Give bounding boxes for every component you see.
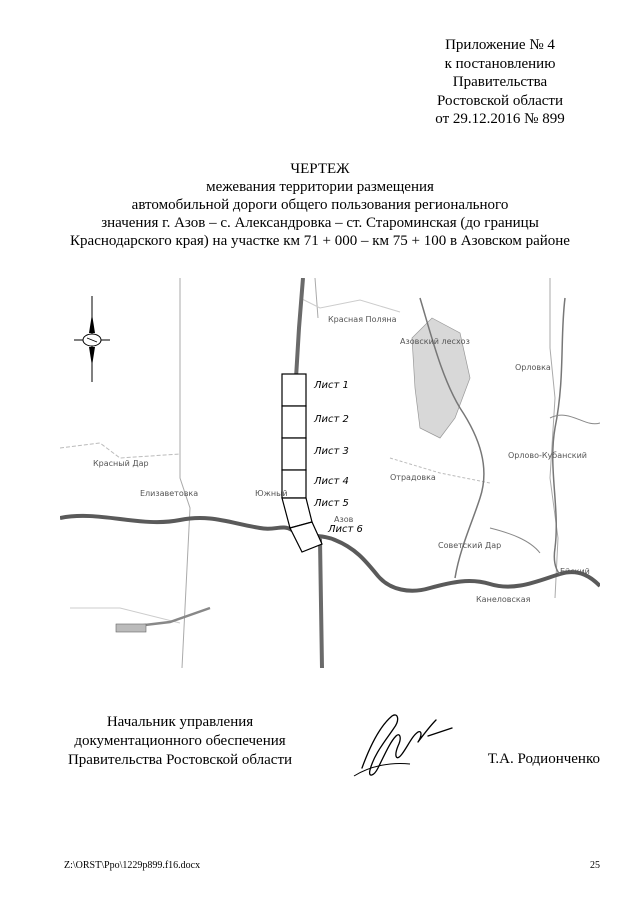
title-line: значения г. Азов – с. Александровка – ст. Староминская (до границы (101, 215, 539, 231)
north-arrow-icon (74, 296, 110, 382)
sheet-label: Лист 6 (328, 524, 363, 535)
appendix-line: к постановлению (444, 55, 556, 72)
position-line: Начальник управления (106, 714, 254, 730)
place-label: Красный Дар (93, 459, 149, 468)
sheet-label: Лист 3 (314, 446, 349, 457)
road-sign-label: Азов (334, 515, 354, 524)
forest-area (412, 318, 470, 438)
place-label: Азовский лесхоз (400, 337, 470, 346)
sheet-label: Лист 4 (314, 476, 349, 487)
document-title (60, 160, 580, 250)
title-line: межевания территории размещения (206, 179, 434, 195)
title-line: Краснодарского края) на участке км 71 + 000 – км 75 + 100 в Азовском районе (70, 233, 570, 249)
place-label: Орловка (515, 363, 551, 372)
river-branch (553, 298, 565, 574)
handwritten-signature (340, 706, 460, 786)
title-heading: ЧЕРТЕЖ (290, 161, 350, 177)
page-number: 25 (590, 860, 600, 871)
location-map (60, 278, 600, 668)
place-label: Елизаветовка (140, 489, 199, 498)
place-label: Канеловская (476, 595, 531, 604)
sheet-label: Лист 2 (314, 414, 349, 425)
appendix-line: Приложение № 4 (445, 37, 555, 53)
appendix-line: Ростовской области (437, 92, 563, 109)
sheet-frames (282, 374, 322, 552)
position-line: документационного обеспечения (74, 733, 286, 749)
sheet-label: Лист 5 (314, 498, 349, 509)
place-label: Орлово-Кубанский (508, 451, 587, 460)
map-drawing (60, 278, 600, 668)
place-label: Красная Поляна (328, 315, 397, 324)
place-label: Ейский (560, 567, 590, 576)
sheet-label: Лист 1 (314, 380, 349, 391)
appendix-line: Правительства (452, 74, 548, 90)
appendix-line: от 29.12.2016 № 899 (435, 111, 565, 127)
place-label: Отрадовка (390, 473, 436, 482)
file-path: Z:\ORST\Ppo\1229p899.f16.docx (64, 860, 201, 871)
position-line: Правительства Ростовской области (67, 752, 293, 768)
place-label: Южный (255, 489, 288, 498)
signatory-position (60, 713, 300, 770)
appendix-header (400, 36, 600, 129)
title-line: автомобильной дороги общего пользования регионального (131, 197, 509, 213)
place-label: Советский Дар (438, 541, 502, 550)
signatory-name: Т.А. Родионченко (487, 751, 600, 767)
